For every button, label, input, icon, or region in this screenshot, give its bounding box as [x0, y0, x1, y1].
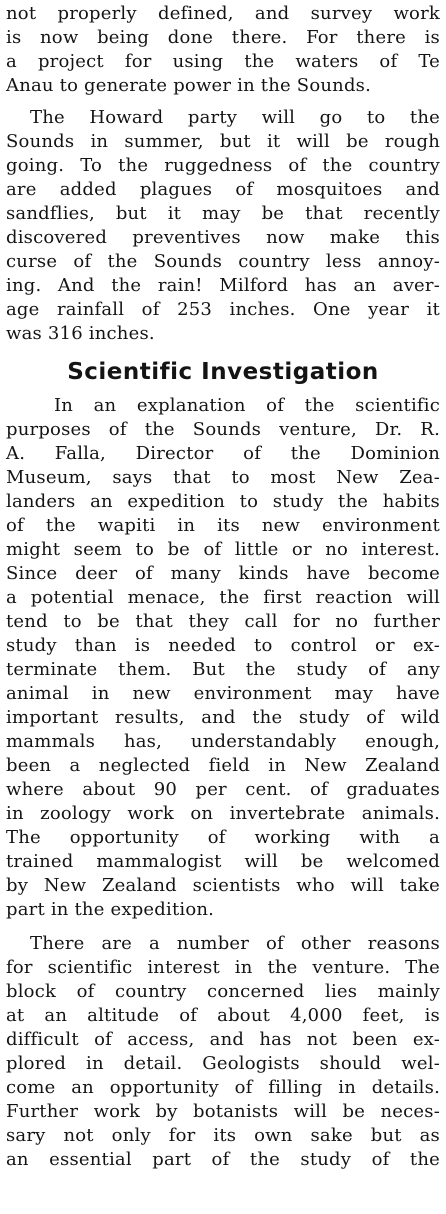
- text-line: part in the expedition.: [6, 899, 215, 920]
- text-line: There are a number of other reasons: [30, 933, 440, 954]
- text-line: trained mammalogist will be welcomed: [6, 851, 440, 872]
- text-line: mammals has, understandably enough,: [6, 731, 440, 752]
- paragraph-3: [6, 394, 440, 922]
- text-line: age rainfall of 253 inches. One year it: [6, 299, 440, 320]
- text-line: study than is needed to control or ex-: [6, 635, 440, 656]
- text-line: A. Falla, Director of the Dominion: [6, 443, 440, 464]
- text-line: plored in detail. Geologists should wel-: [6, 1053, 440, 1074]
- text-line: Anau to generate power in the Sounds.: [6, 75, 372, 96]
- text-line: not properly defined, and survey work: [6, 3, 440, 24]
- text-line: going. To the ruggedness of the country: [6, 155, 440, 176]
- text-line: is now being done there. For there is: [6, 27, 440, 48]
- text-line: discovered preventives now make this: [6, 227, 440, 248]
- section-heading: Scientific Investigation: [67, 359, 379, 385]
- text-line: of the wapiti in its new environment: [6, 515, 440, 536]
- paragraph-2: [6, 106, 440, 346]
- text-line: purposes of the Sounds venture, Dr. R.: [6, 419, 440, 440]
- text-line: ing. And the rain! Milford has an aver-: [6, 275, 440, 296]
- text-line: Museum, says that to most New Zea-: [6, 467, 440, 488]
- text-line: Sounds in summer, but it will be rough: [6, 131, 440, 152]
- text-line: animal in new environment may have: [6, 683, 440, 704]
- text-line: landers an expedition to study the habits: [6, 491, 440, 512]
- text-line: are added plagues of mosquitoes and: [6, 179, 440, 200]
- text-line: come an opportunity of filling in details.: [6, 1077, 440, 1098]
- text-line: where about 90 per cent. of graduates: [6, 779, 440, 800]
- text-line: for scientific interest in the venture. The: [6, 957, 440, 978]
- text-line: been a neglected field in New Zealand: [6, 755, 440, 776]
- text-line: an essential part of the study of the: [6, 1149, 440, 1170]
- text-line: a project for using the waters of Te: [6, 51, 440, 72]
- text-line: block of country concerned lies mainly: [6, 981, 440, 1002]
- text-line: sary not only for its own sake but as: [6, 1125, 440, 1146]
- paragraph-4: [6, 932, 440, 1172]
- text-line: in zoology work on invertebrate animals.: [6, 803, 440, 824]
- text-line: Further work by botanists will be neces-: [6, 1101, 440, 1122]
- text-line: In an explanation of the scientific: [54, 395, 440, 416]
- text-line: important results, and the study of wild: [6, 707, 440, 728]
- text-line: tend to be that they call for no further: [6, 611, 440, 632]
- text-line: might seem to be of little or no interest.: [6, 539, 440, 560]
- text-line: terminate them. But the study of any: [6, 659, 440, 680]
- text-line: The Howard party will go to the: [30, 107, 440, 128]
- text-line: Since deer of many kinds have become: [6, 563, 440, 584]
- text-line: a potential menace, the first reaction will: [6, 587, 440, 608]
- text-line: difficult of access, and has not been ex-: [6, 1029, 440, 1050]
- text-line: by New Zealand scientists who will take: [6, 875, 440, 896]
- text-line: at an altitude of about 4,000 feet, is: [6, 1005, 440, 1026]
- text-line: The opportunity of working with a: [6, 827, 440, 848]
- text-line: was 316 inches.: [6, 323, 155, 344]
- text-line: sandflies, but it may be that recently: [6, 203, 440, 224]
- paragraph-1: [6, 2, 440, 98]
- text-line: curse of the Sounds country less annoy-: [6, 251, 440, 272]
